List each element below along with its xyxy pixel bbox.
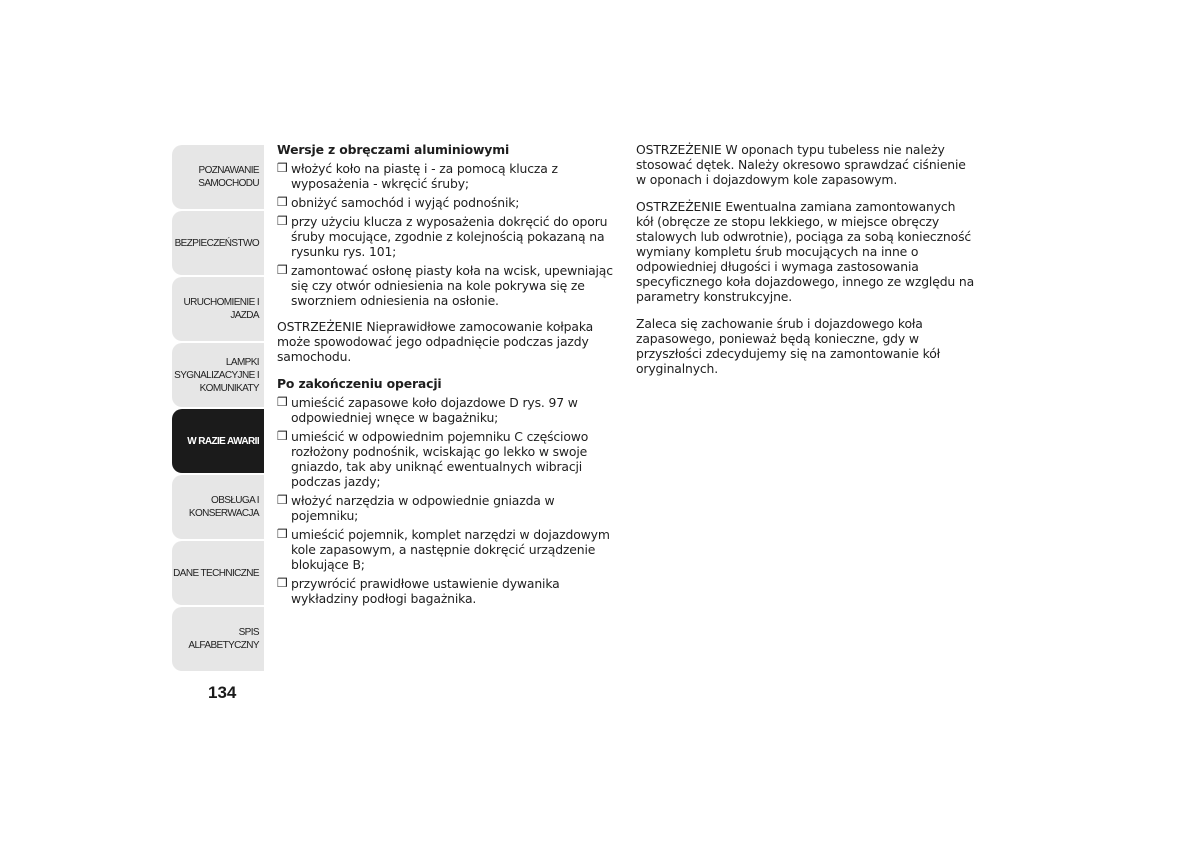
list-item bbox=[277, 395, 617, 425]
tab-uruchomienie-i-jazda[interactable]: URUCHOMIENIE I JAZDA bbox=[172, 277, 264, 341]
chapter-sidebar bbox=[172, 145, 264, 673]
list-item-text: włożyć narzędzia w odpowiednie gniazda w pojemniku; bbox=[291, 493, 555, 523]
list-item-text: włożyć koło na piastę i - za pomocą klucza z wyposażenia - wkręcić śruby; bbox=[291, 161, 558, 191]
checkbox-bullet-icon: ❒ bbox=[277, 429, 288, 443]
list-item bbox=[277, 576, 617, 606]
warning-wheel-swap: OSTRZEŻENIE Ewentualna zamiana zamontowanych kół (obręcze ze stopu lekkiego, w miejsce obręczy stalowych lub odwrotnie), pociąga za sobą konieczność wymiany kompletu śrub mocujących na inne o odpowiedniej długości i wymaga zastosowania specyficznego koła dojazdowego, innego ze względu na parametry konstrukcyjne. bbox=[636, 199, 975, 304]
right-column bbox=[636, 142, 976, 381]
checkbox-bullet-icon: ❒ bbox=[277, 527, 288, 541]
list-item-text: zamontować osłonę piasty koła na wcisk, upewniając się czy otwór odniesienia na kole pokrywa się ze sworzniem odniesienia na osłonie. bbox=[291, 263, 613, 308]
list-item-text: przywrócić prawidłowe ustawienie dywanika wykładziny podłogi bagażnika. bbox=[291, 576, 560, 606]
list-item-text: umieścić pojemnik, komplet narzędzi w dojazdowym kole zapasowym, a następnie dokręcić urządzenie blokujące B; bbox=[291, 527, 610, 572]
tab-w-razie-awarii[interactable]: W RAZIE AWARII bbox=[172, 409, 264, 473]
checkbox-bullet-icon: ❒ bbox=[277, 263, 288, 277]
checkbox-bullet-icon: ❒ bbox=[277, 214, 288, 228]
tab-obsluga-i-konserwacja[interactable]: OBSŁUGA I KONSERWACJA bbox=[172, 475, 264, 539]
list-item bbox=[277, 214, 617, 259]
checkbox-bullet-icon: ❒ bbox=[277, 195, 288, 209]
page-number: 134 bbox=[208, 683, 237, 702]
list-item bbox=[277, 527, 617, 572]
section-heading-aluminium: Wersje z obręczami aluminiowymi bbox=[277, 142, 510, 157]
list-item bbox=[277, 161, 617, 191]
tab-spis-alfabetyczny[interactable]: SPIS ALFABETYCZNY bbox=[172, 607, 264, 671]
checkbox-bullet-icon: ❒ bbox=[277, 161, 288, 175]
list-item-text: przy użyciu klucza z wyposażenia dokręcić do oporu śruby mocujące, zgodnie z kolejnością pokazaną na rysunku rys. 101; bbox=[291, 214, 608, 259]
left-column bbox=[277, 142, 617, 610]
note-keep-bolts: Zaleca się zachowanie śrub i dojazdowego koła zapasowego, ponieważ będą konieczne, gdy w przyszłości zdecydujemy się na zamontowanie kół oryginalnych. bbox=[636, 316, 941, 376]
section-heading-after-operation: Po zakończeniu operacji bbox=[277, 376, 442, 391]
checkbox-bullet-icon: ❒ bbox=[277, 576, 288, 590]
warning-tubeless: OSTRZEŻENIE W oponach typu tubeless nie należy stosować dętek. Należy okresowo sprawdzać ciśnienie w oponach i dojazdowym kole zapasowym. bbox=[636, 142, 966, 187]
list-item bbox=[277, 195, 617, 210]
list-item bbox=[277, 429, 617, 489]
list-item-text: obniżyć samochód i wyjąć podnośnik; bbox=[291, 195, 520, 210]
tab-dane-techniczne[interactable]: DANE TECHNICZNE bbox=[172, 541, 264, 605]
tab-bezpieczenstwo[interactable]: BEZPIECZEŃSTWO bbox=[172, 211, 264, 275]
list-item-text: umieścić w odpowiednim pojemniku C częściowo rozłożony podnośnik, wciskając go lekko w swoje gniazdo, tak aby uniknąć ewentualnych wibracji podczas jazdy; bbox=[291, 429, 589, 489]
checkbox-bullet-icon: ❒ bbox=[277, 493, 288, 507]
tab-poznawanie-samochodu[interactable]: POZNAWANIE SAMOCHODU bbox=[172, 145, 264, 209]
checkbox-bullet-icon: ❒ bbox=[277, 395, 288, 409]
list-item bbox=[277, 263, 617, 308]
list-item-text: umieścić zapasowe koło dojazdowe D rys. 97 w odpowiedniej wnęce w bagażniku; bbox=[291, 395, 578, 425]
tab-lampki-sygnalizacyjne[interactable]: LAMPKI SYGNALIZACYJNE I KOMUNIKATY bbox=[172, 343, 264, 407]
warning-hubcap: OSTRZEŻENIE Nieprawidłowe zamocowanie kołpaka może spowodować jego odpadnięcie podczas jazdy samochodu. bbox=[277, 319, 594, 364]
list-item bbox=[277, 493, 617, 523]
